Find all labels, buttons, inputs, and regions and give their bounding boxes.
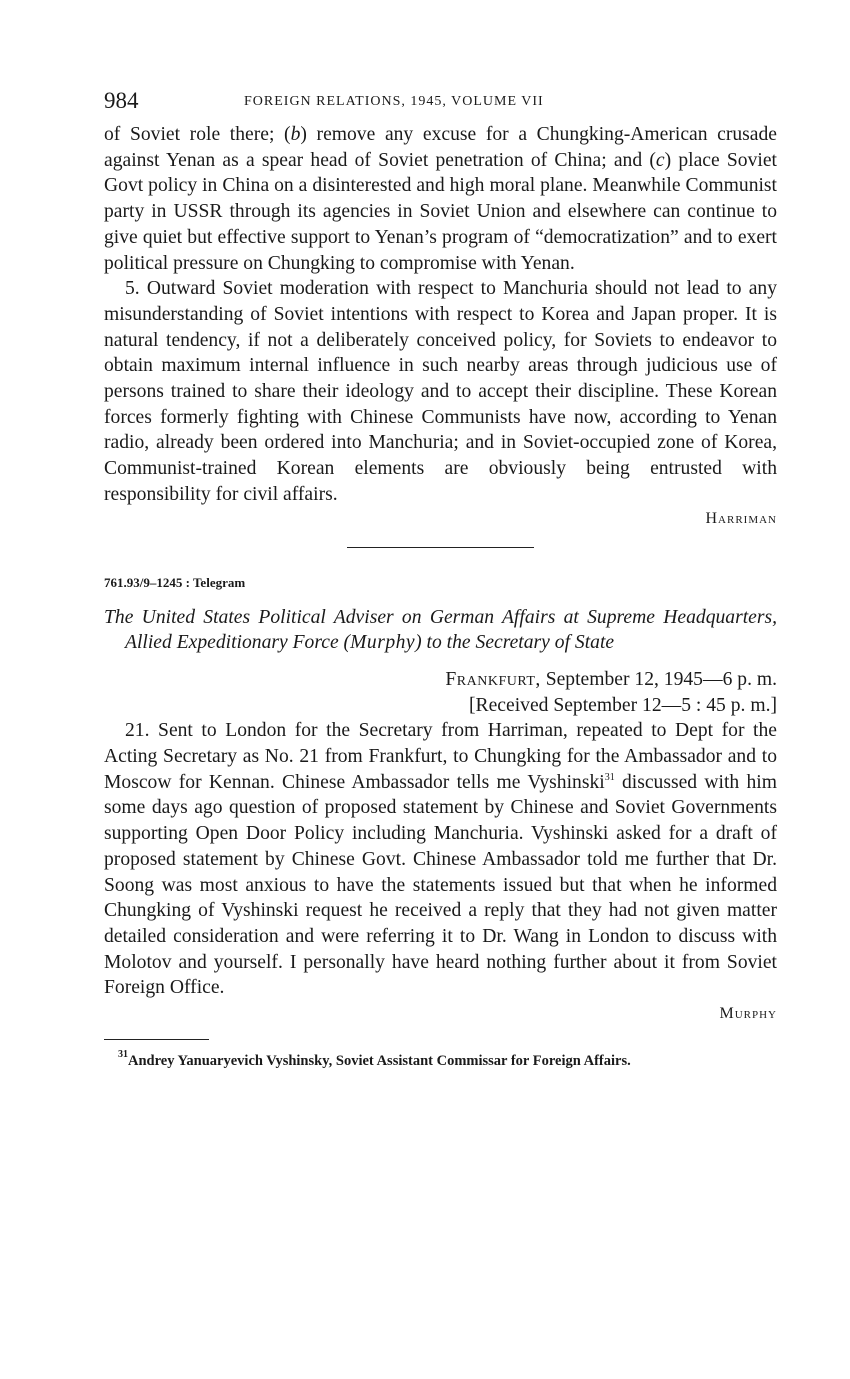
- dateline-sent: Frankfurt, September 12, 1945—6 p. m.: [445, 668, 777, 690]
- document-page: [104, 88, 777, 1070]
- footnote-ref: 31: [604, 771, 615, 783]
- footnote: $^{31}$Andrey Yanuaryevich Vyshinsky, Soviet Assistant Commissar for Foreign Affairs.: [118, 1049, 631, 1070]
- signature-murphy: Murphy: [719, 1005, 777, 1023]
- footnote-divider: [104, 1039, 209, 1040]
- running-head: [104, 88, 777, 118]
- telegram-body: 21. Sent to London for the Secretary from Harriman, repeated to Dept for the Acting Secretary as No. 21 from Frankfurt, to Chungking for the Ambassador and to Moscow for Kennan. Chinese Ambassador tells me Vyshinski$^{31}$ discussed with him some days ago question of proposed statement by Chinese and Soviet Governments supporting Open Door Policy including Manchuria. Vyshinski asked for a draft of proposed statement by Chinese Govt. Chinese Ambassador told me further that Dr. Soong was most anxious to have the statements issued but that when he informed Chungking of Vyshinski request he received a reply that they had not given matter detailed consideration and were referring it to Dr. Wang in London to discuss with Molotov and yourself. I personally have heard nothing further about it from Soviet Foreign Office.: [104, 720, 777, 999]
- paragraph-point-5: 5. Outward Soviet moderation with respect to Manchuria should not lead to any misunderstanding of Soviet intentions with respect to Korea and Japan proper. It is natural tendency, if not a deliberately conceived policy, for Soviets to endeavor to obtain maximum internal influence in such nearby areas through judicious use of persons trained to share their ideology and to accept their discipline. These Korean forces formerly fighting with Chinese Communists have now, according to Yenan radio, already been ordered into Manchuria; and in Soviet-occupied zone of Korea, Communist-trained Korean elements are obviously being entrusted with responsibility for civil affairs.: [104, 278, 777, 505]
- document-title: The United States Political Adviser on German Affairs at Supreme Headquarters, Allied Expeditionary Force (Murphy) to the Secretary of State: [104, 606, 777, 654]
- signature-harriman: Harriman: [705, 509, 777, 527]
- paragraph-continuation: of Soviet role there; (b) remove any excuse for a Chungking-American crusade against Yenan as a spear head of Soviet penetration of China; and (c) place Soviet Govt policy in China on a disinterested and high moral plane. Meanwhile Communist party in USSR through its agencies in Soviet Union and elsewhere can continue to give quiet but effective support to Yenan’s program of “democratization” and to exert political pressure on Chungking to compromise with Yenan.: [104, 124, 777, 274]
- dateline: [104, 667, 777, 718]
- section-divider: [347, 547, 534, 548]
- dateline-received: [Received September 12—5 : 45 p. m.]: [469, 694, 777, 716]
- page-number: 984: [104, 88, 139, 113]
- running-title: FOREIGN RELATIONS, 1945, VOLUME VII: [244, 94, 544, 109]
- footnote-number: 31: [118, 1049, 128, 1061]
- file-reference: 761.93/9–1245 : Telegram: [104, 574, 246, 590]
